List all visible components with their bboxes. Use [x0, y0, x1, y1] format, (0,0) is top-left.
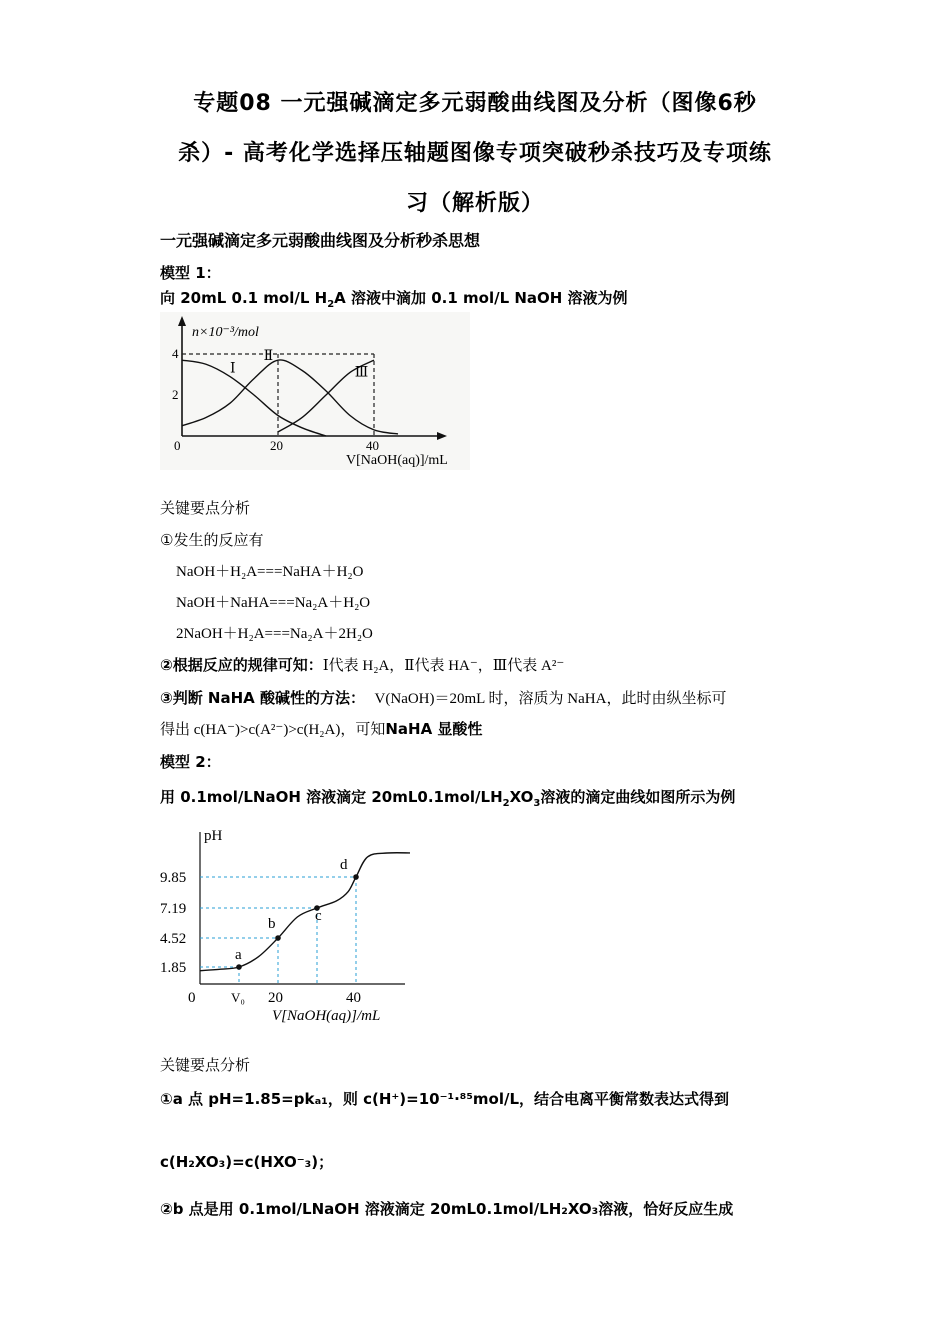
titration-curve: [200, 853, 410, 971]
model2-description: 用 0.1mol/LNaOH 溶液滴定 $20mL0.1mol/LH_2XO_3$溶液的滴定曲线如图所示为例: [160, 788, 736, 809]
x-tick-label: 40: [346, 990, 361, 1006]
y-axis-label: pH: [204, 828, 223, 844]
y-tick-label: 4.52: [160, 931, 187, 947]
series-label-1: Ⅰ: [230, 361, 236, 377]
model1-label: 模型 1：: [160, 264, 221, 282]
x-tick-label: 0: [188, 990, 196, 1006]
doc-title-line-2: 杀）- 高考化学选择压轴题图像专项突破秒杀技巧及专项练: [178, 141, 772, 166]
point-d: [353, 874, 359, 880]
species-distribution-chart: [160, 312, 470, 470]
x-tick-label: 40: [366, 438, 379, 453]
analysis2-point2: ②b 点是用 0.1mol/LNaOH 溶液滴定 20mL0.1mol/LH₂XO₃溶液，恰好反应生成: [160, 1200, 734, 1218]
y-tick-label: 1.85: [160, 960, 187, 976]
series-label-2: Ⅱ: [263, 349, 274, 365]
analysis2-heading: 关键要点分析: [160, 1056, 251, 1074]
x-tick-label: 0: [174, 438, 181, 453]
y-axis-label: n×10⁻³/mol: [192, 325, 259, 340]
point-a: [236, 964, 242, 970]
analysis2-point1-continued: c(H₂XO₃)=c(HXO⁻₃)；: [160, 1153, 334, 1171]
x-axis-label: V[NaOH(aq)]/mL: [272, 1008, 381, 1024]
analysis1-point1: ①发生的反应有: [160, 531, 264, 549]
titration-curve-chart: [160, 820, 410, 1026]
point-label-a: a: [235, 947, 242, 963]
section-heading: 一元强碱滴定多元弱酸曲线图及分析秒杀思想: [160, 231, 481, 250]
series-label-3: Ⅲ: [354, 365, 369, 381]
model2-label: 模型 2：: [160, 753, 221, 771]
reaction-equation-2: NaOH＋NaHA===Na₂A＋H₂O: [176, 595, 371, 611]
point-label-c: c: [315, 908, 322, 924]
x-tick-label: V₀: [231, 990, 245, 1005]
analysis1-point3-continued: 得出 c(HA⁻)>c(A²⁻)>c(H₂A)，可知NaHA 显酸性: [160, 720, 483, 738]
x-axis-label: V[NaOH(aq)]/mL: [346, 453, 448, 468]
y-tick-label: 2: [172, 387, 179, 402]
model1-description: 向 20mL 0.1 mol/L $H_2A$ 溶液中滴加 0.1 mol/L NaOH 溶液为例: [160, 289, 628, 310]
doc-title-line-3: 习（解析版）: [405, 191, 544, 216]
y-tick-label: 7.19: [160, 901, 187, 917]
analysis1-point2: ②根据反应的规律可知：Ⅰ代表 H₂A，Ⅱ代表 HA⁻，Ⅲ代表 A²⁻: [160, 656, 565, 674]
point-label-b: b: [268, 916, 276, 932]
analysis2-point1: ①a 点 pH=1.85=pkₐ₁，则 c(H⁺)=10⁻¹·⁸⁵mol/L，结合电离平衡常数表达式得到: [160, 1090, 730, 1108]
point-label-d: d: [340, 857, 348, 873]
x-tick-label: 20: [268, 990, 283, 1006]
analysis1-point3: ③判断 NaHA 酸碱性的方法： V(NaOH)＝20mL 时，溶质为 NaHA，此时由纵坐标可: [160, 689, 727, 707]
y-tick-label: 4: [172, 346, 179, 361]
point-b: [275, 935, 281, 941]
reaction-equation-3: 2NaOH＋H₂A===Na₂A＋2H₂O: [176, 626, 373, 642]
y-tick-label: 9.85: [160, 870, 187, 886]
analysis1-heading: 关键要点分析: [160, 499, 251, 517]
x-tick-label: 20: [270, 438, 283, 453]
doc-title-line-1: 专题08 一元强碱滴定多元弱酸曲线图及分析（图像6秒: [193, 91, 757, 116]
reaction-equation-1: NaOH＋H₂A===NaHA＋H₂O: [176, 564, 364, 580]
